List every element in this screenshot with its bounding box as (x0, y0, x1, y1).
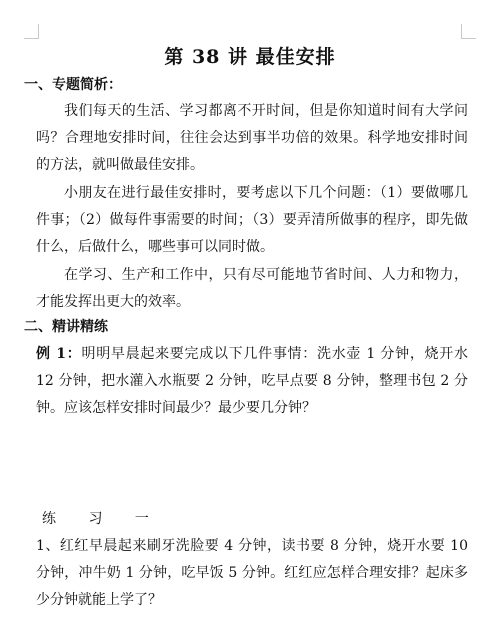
paragraph-2: 小朋友在进行最佳安排时，要考虑以下几个问题：（1）要做哪几件事；（2）做每件事需要的时间；（3）要弄清所做事的程序，即先做什么，后做什么，哪些事可以同时做。 (36, 185, 468, 255)
practice-item-1: 1、红红早晨起来刷牙洗脸要 4 分钟，读书要 8 分钟，烧开水要 10 分钟，冲牛奶 1 分钟，吃早饭 5 分钟。红红应怎样合理安排？起床多少分钟就能上学了？ (36, 538, 468, 608)
crop-mark-top-right (461, 24, 476, 39)
practice-heading: 练 习 一 (42, 511, 163, 527)
example-text: 明明早晨起来要完成以下几件事情：洗水壶 1 分钟，烧开水 12 分钟，把水灌入水瓶要 2 分钟，吃早点要 8 分钟，整理书包 2 分钟。应该怎样安排时间最少？最少要几分钟？ (36, 346, 468, 416)
crop-mark-top-left (24, 24, 39, 39)
page-title: 第 38 讲 最佳安排 (164, 46, 336, 68)
example-label: 例 1： (36, 346, 82, 362)
section-heading-practice-intro: 二、精讲精练 (24, 319, 108, 335)
paragraph-3: 在学习、生产和工作中，只有尽可能地节省时间、人力和物力，才能发挥出更大的效率。 (36, 267, 468, 310)
section-heading-analysis: 一、专题简析： (24, 77, 122, 93)
paragraph-1: 我们每天的生活、学习都离不开时间，但是你知道时间有大学问吗？合理地安排时间，往往会达到事半功倍的效果。科学地安排时间的方法，就叫做最佳安排。 (36, 103, 468, 173)
example-1 (36, 341, 468, 422)
